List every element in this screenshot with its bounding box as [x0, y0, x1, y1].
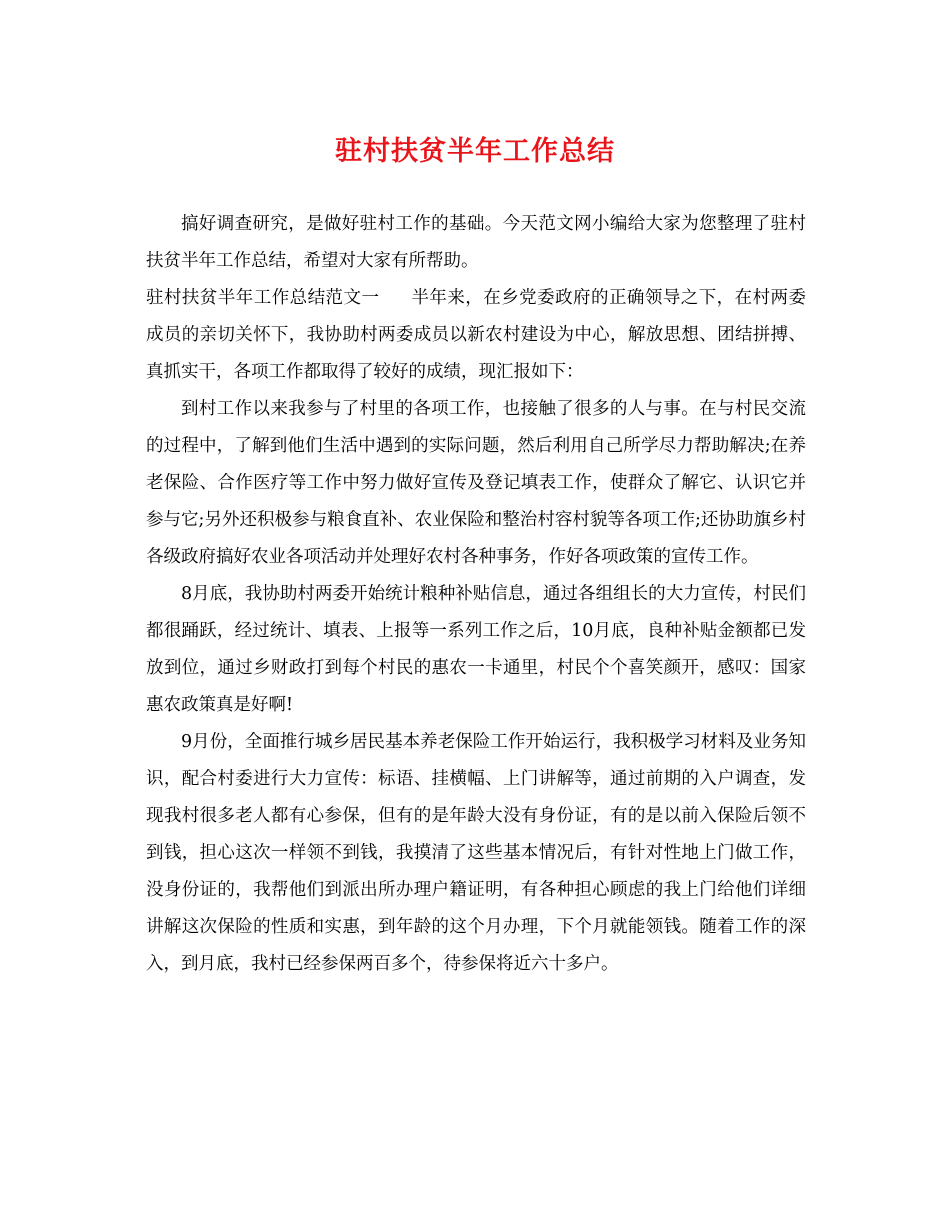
body-paragraph-1: 到村工作以来我参与了村里的各项工作，也接触了很多的人与事。在与村民交流的过程中，了解到他们生活中遇到的实际问题，然后利用自己所学尽力帮助解决;在养老保险、合作医疗等工作中努力做好宣传及登记填表工作，使群众了解它、认识它并参与它;另外还积极参与粮食直补、农业保险和整治村容村貌等各项工作;还协助旗乡村各级政府搞好农业各项活动并处理好农村各种事务，作好各项政策的宣传工作。 — [146, 399, 806, 567]
section-lead-text: 半年来，在乡党委政府的正确领导之下，在村两委成员的亲切关怀下，我协助村两委成员以新农村建设为中心，解放思想、团结拼搏、真抓实干，各项工作都取得了较好的成绩，现汇报如下： — [146, 288, 807, 382]
body-paragraph-3: 9月份，全面推行城乡居民基本养老保险工作开始运行，我积极学习材料及业务知识，配合村委进行大力宣传：标语、挂横幅、上门讲解等，通过前期的入户调查，发现我村很多老人都有心参保，但有的是年龄大没有身份证，有的是以前入保险后领不到钱，担心这次一样领不到钱，我摸清了这些基本情况后，有针对性地上门做工作，没身份证的，我帮他们到派出所办理户籍证明，有各种担心顾虑的我上门给他们详细讲解这次保险的性质和实惠，到年龄的这个月办理，下个月就能领钱。随着工作的深入，到月底，我村已经参保两百多个，待参保将近六十多户。 — [146, 732, 806, 974]
section-label: 驻村扶贫半年工作总结范文一 — [146, 288, 380, 308]
section-paragraph — [146, 280, 806, 391]
document-title: 驻村扶贫半年工作总结 — [335, 136, 615, 167]
document-body — [146, 206, 806, 983]
body-paragraph-2: 8月底，我协助村两委开始统计粮种补贴信息，通过各组组长的大力宣传，村民们都很踊跃，经过统计、填表、上报等一系列工作之后，10月底，良种补贴金额都已发放到位，通过乡财政打到每个村民的惠农一卡通里，村民个个喜笑颜开，感叹：国家惠农政策真是好啊! — [146, 584, 806, 715]
intro-paragraph: 搞好调查研究，是做好驻村工作的基础。今天范文网小编给大家为您整理了驻村扶贫半年工作总结，希望对大家有所帮助。 — [146, 214, 806, 271]
